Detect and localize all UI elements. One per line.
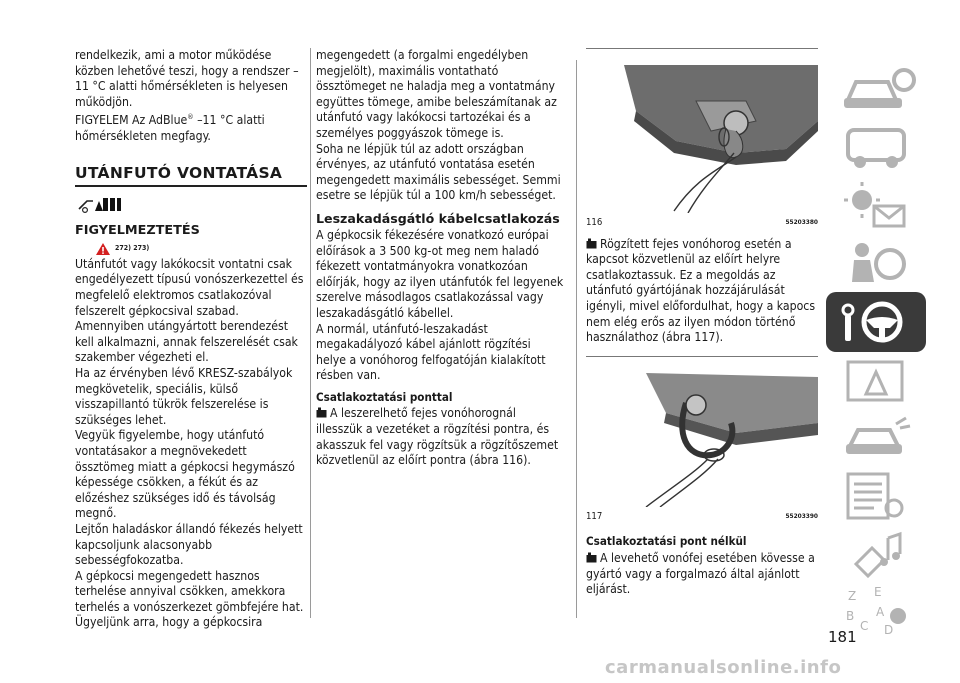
figure-code: 55203390	[785, 511, 818, 520]
warning-reference	[95, 241, 307, 257]
watermark: carmanualsonline.info	[605, 657, 842, 678]
figure-code: 55203380	[785, 218, 818, 226]
figure-caption	[586, 215, 818, 231]
figure-117	[586, 356, 818, 525]
car-info-icon	[826, 118, 926, 178]
multimedia-icon	[826, 524, 926, 584]
warning-triangle-icon	[95, 242, 111, 256]
chapter-tab-dashboard[interactable]	[826, 60, 926, 120]
svg-text:D: D	[884, 623, 894, 637]
warning-triangle-icon	[826, 350, 926, 410]
bullet-item: A levehető vonófej esetében kövesse a gyártó vagy a forgalmazó által ajánlott eljárást.	[586, 550, 815, 597]
svg-text:A: A	[876, 605, 885, 619]
paragraph: Ha az érvényben lévő KRESZ-szabályok megkövetelik, speciális, külső visszapillantó tükrök felszerelése is szükséges lehet.	[75, 365, 293, 427]
column-1	[75, 48, 307, 631]
paragraph: A normál, utánfutó-leszakadást megakadályozó kábel ajánlott rögzítési helye a vonóhorog felfogatóján kialakított résben van.	[316, 321, 546, 383]
chapter-tab-emergency[interactable]	[826, 350, 926, 410]
chapter-tab-starting-driving[interactable]	[826, 292, 926, 352]
bullet-icon	[586, 552, 597, 563]
chapter-tab-technical-data[interactable]	[826, 466, 926, 526]
chapter-tab-multimedia[interactable]	[826, 524, 926, 584]
column-2	[316, 48, 564, 469]
key-steering-wheel-icon	[826, 292, 926, 352]
paragraph: megengedett (a forgalmi engedélyben megjelölt), maximális vontatható össztömeget ne haladja meg a vontatmány együttes tömege, amibe beleszámítanak az utánfutó vagy lakókocsi tartozékai és a személyes poggyászok tömege is.	[316, 48, 557, 140]
paragraph: Soha ne lépjük túl az adott országban érvényes, az utánfutó vontatása esetén megengedett maximális sebességet. Semmi esetre se lépjük túl a 100 km/h sebességet.	[316, 141, 561, 203]
bullet-icon	[316, 407, 327, 418]
column-divider	[310, 48, 311, 618]
adblue-warning: FIGYELEM Az AdBlue® –11 °C alatti hőmérsékleten megfagy.	[75, 113, 265, 144]
warning-refs: 272) 273)	[115, 244, 150, 253]
section-title: UTÁNFUTÓ VONTATÁSA	[75, 166, 307, 188]
svg-text:E: E	[874, 585, 882, 599]
column-3	[586, 48, 818, 598]
intro-text: rendelkezik, ami a motor működése közben lehetővé teszi, hogy a rendszer –11 °C alatti hőmérsékleten is helyesen működjön.	[75, 48, 299, 109]
car-dashboard-icon	[826, 60, 926, 120]
svg-text:Z: Z	[848, 589, 857, 603]
tow-hook-image-116	[586, 61, 818, 213]
technical-data-icon	[826, 466, 926, 526]
figure-caption	[586, 509, 818, 525]
chapter-tab-maintenance[interactable]	[826, 408, 926, 468]
chapter-tab-safety[interactable]	[826, 234, 926, 294]
paragraph: Vegyük figyelembe, hogy utánfutó vontatásakor a megnövekedett össztömeg miatt a gépkocsi hegymászó képessége csökken, a fékút és az előzéshez szükséges idő és távolság megnő.	[75, 428, 295, 521]
paragraph: Utánfutót vagy lakókocsit vontatni csak engedélyezett típusú vonószerkezettel és megfelelő elektromos csatlakozóval felszerelt gépkocsival szabad. Amennyiben utángyártott berendezést kell alkalmazni, annak felszerelését csak szakember végezheti el.	[75, 256, 304, 365]
paragraph: Lejtőn haladáskor állandó fékezés helyett kapcsoljunk alacsonyabb sebességfokozatba.	[75, 521, 303, 568]
tow-hook-image-117	[586, 363, 818, 507]
car-maintenance-icon	[826, 408, 926, 468]
bullet-item: Rögzített fejes vonóhorog esetén a kapcsot közvetlenül az előírt helyre csatlakoztassuk. Ez a megoldás az utánfutó gyártójának hozzájárulását igényli, mivel előfordulhat, hogy a kapocs nem elég erős az ilyen módon történő használathoz (ábra 117).	[586, 236, 816, 345]
subheading: Csatlakoztatási ponttal	[316, 389, 453, 404]
column-divider	[576, 60, 577, 618]
figure-number: 116	[586, 217, 603, 228]
lights-messages-icon	[826, 176, 926, 236]
figure-number: 117	[586, 510, 603, 522]
trailer-hitch-icon	[77, 195, 307, 215]
figure-116	[586, 48, 818, 231]
subsection-title: FIGYELMEZTETÉS	[75, 223, 200, 239]
chapter-tab-getting-to-know[interactable]	[826, 118, 926, 178]
chapter-tab-lights[interactable]	[826, 176, 926, 236]
airbag-safety-icon	[826, 234, 926, 294]
svg-text:B: B	[846, 609, 855, 623]
subheading: Csatlakoztatási pont nélkül	[586, 534, 747, 549]
section-heading: Leszakadásgátló kábelcsatlakozás	[316, 210, 560, 226]
svg-text:C: C	[860, 619, 869, 633]
paragraph: A gépkocsik fékezésére vonatkozó európai előírások a 3 500 kg-ot meg nem haladó fékezett vontatmányokra vonatkozóan előírják, hogy az ilyen utánfutók fel legyenek szerelve másodlagos csatlakozással vagy leszakadásgátló kábellel.	[316, 227, 564, 320]
paragraph: A gépkocsi megengedett hasznos terhelése annyival csökken, amekkora terhelés a vonószerkezet gömbfejére hat. Ügyeljünk arra, hogy a gépkocsira	[75, 568, 304, 630]
bullet-item: A leszerelhető fejes vonóhorognál illesszük a vezetéket a rögzítési pontra, és akasszuk fel vagy rögzítsük a rögzítőszemet közvetlenül az előírt pontra (ábra 116).	[316, 406, 559, 468]
page-number: 181	[828, 628, 857, 646]
bullet-icon	[586, 238, 597, 249]
